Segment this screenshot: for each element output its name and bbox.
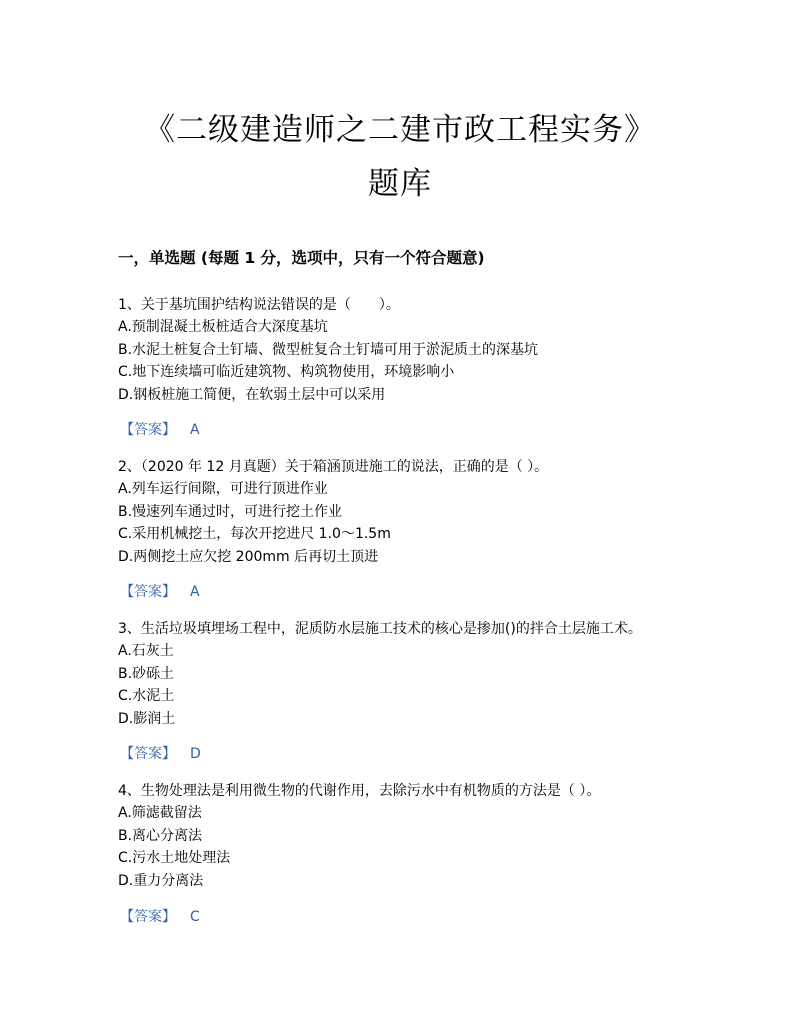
answer-row-4 [120, 906, 200, 928]
option-c: C.水泥土 [118, 688, 175, 705]
option-d: D.膨润土 [118, 710, 176, 727]
section-heading: 一，单选题 (每题 1 分，选项中，只有一个符合题意) [118, 249, 485, 267]
option-b: B.水泥土桩复合土钉墙、微型桩复合土钉墙可用于淤泥质土的深基坑 [118, 341, 539, 358]
answer-label: 【答案】 [120, 909, 176, 925]
answer-value: C [190, 909, 200, 925]
option-b: B.慢速列车通过时，可进行挖土作业 [118, 503, 343, 520]
option-d: D.两侧挖土应欠挖 200mm 后再切土顶进 [118, 548, 379, 565]
option-b: B.离心分离法 [118, 827, 203, 844]
question-1 [118, 294, 718, 406]
document-title: 《二级建造师之二建市政工程实务》 [144, 112, 656, 148]
question-stem: 1、关于基坑围护结构说法错误的是（ ）。 [118, 297, 400, 313]
answer-value: A [190, 422, 200, 438]
answer-label: 【答案】 [120, 746, 176, 762]
option-b: B.砂砾土 [118, 665, 175, 682]
answer-value: A [190, 584, 200, 600]
question-stem: 2、（2020 年 12 月真题）关于箱涵顶进施工的说法，正确的是（ ）。 [118, 459, 549, 475]
question-2 [118, 456, 718, 568]
answer-label: 【答案】 [120, 422, 176, 438]
document-subtitle: 题库 [368, 166, 432, 202]
question-stem: 4、生物处理法是利用微生物的代谢作用，去除污水中有机物质的方法是（ ）。 [118, 783, 601, 799]
option-d: D.钢板桩施工简便，在软弱土层中可以采用 [118, 386, 386, 403]
question-3 [118, 618, 718, 730]
option-c: C.污水土地处理法 [118, 850, 231, 867]
option-a: A.预制混凝土板桩适合大深度基坑 [118, 319, 328, 336]
option-c: C.地下连续墙可临近建筑物、构筑物使用，环境影响小 [118, 364, 455, 381]
question-stem: 3、生活垃圾填埋场工程中，泥质防水层施工技术的核心是掺加()的拌合土层施工术。 [118, 621, 642, 637]
option-a: A.筛滤截留法 [118, 805, 202, 822]
answer-value: D [190, 746, 201, 762]
answer-label: 【答案】 [120, 584, 176, 600]
answer-row-1 [120, 419, 200, 441]
question-4 [118, 780, 718, 892]
answer-row-2 [120, 581, 200, 603]
option-a: A.石灰土 [118, 643, 174, 660]
option-c: C.采用机械挖土，每次开挖进尺 1.0～1.5m [118, 526, 391, 543]
option-d: D.重力分离法 [118, 872, 204, 889]
option-a: A.列车运行间隙，可进行顶进作业 [118, 481, 328, 498]
answer-row-3 [120, 743, 201, 765]
